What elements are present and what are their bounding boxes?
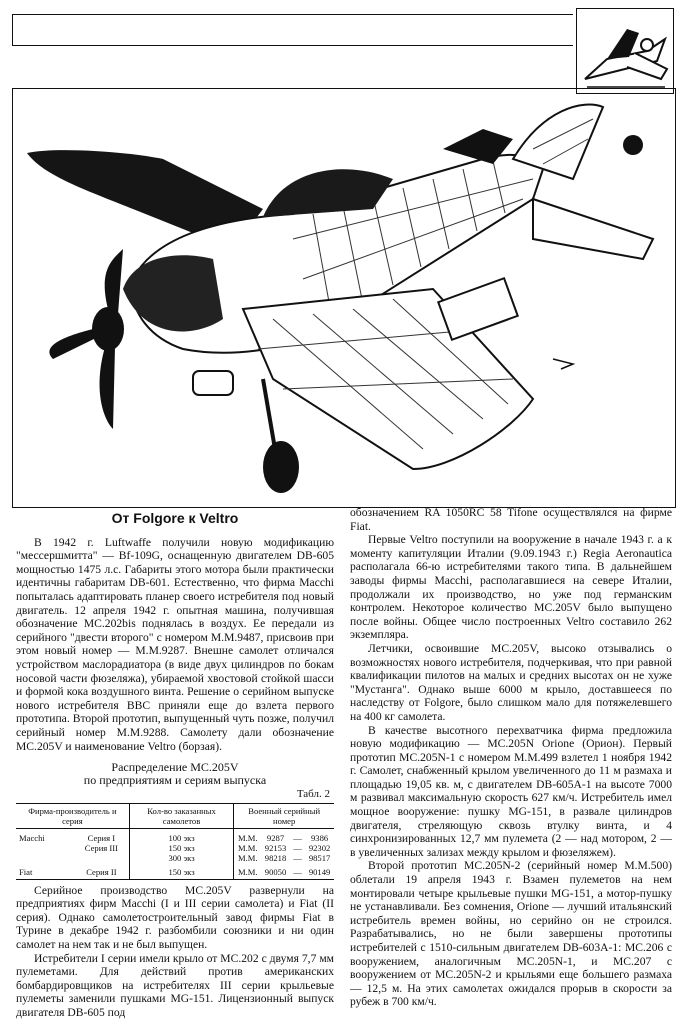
table-cell [16,853,74,863]
right-column [350,506,672,1009]
paragraph: Первые Veltro поступили на вооружение в начале 1943 г. а к моменту капитуляции Италии (9.09.1943 г.) Regia Aeronautica располагала 66-ю истребителями такого типа. В дальнейшем заводы фирмы Macchi, располагавшиеся на севере Италии, продолжали их производство, но уже под германским контролем. Некоторое количество MC.205V было выпущено после войны. Общее число построенных Veltro составило 262 экземпляра. [350,533,672,642]
table-row: Fiat Серия II 150 экз M.M. 90050 — 90149 [16,863,334,880]
paragraph: Истребители I серии имели крыло от MC.202 с двумя 7,7 мм пулеметами. Для действий против американских бомбардировщиков на истребителях III серии крыльевые пулеметы заменили пушками MG-151. Лицензионный выпуск двигателя DB-605 под [16,951,334,1020]
table-cell: M.M. [234,863,261,880]
table-cell: Fiat [16,863,74,880]
paragraph: обозначением RA 1050RC 58 Tifone осуществлялся на фирме Fiat. [350,506,672,533]
table-caption-line: по предприятиям и сериям выпуска [83,773,267,788]
paragraph: В 1942 г. Luftwaffe получили новую модификацию "мессершмитта" — Bf-109G, оснащенную двигателем DB-605 мощностью 1475 л.с. Габариты этого мотора были практически идентичны габаритам DB-601. Естественно, что фирма Macchi попыталась адаптировать планер своего истребителя под новый двигатель. 12 апреля 1942 г. опытная машина, получившая обозначение MC.202bis поднялась в воздух. Ее передали из серийного "двести второго" с номером M.M.9487, присвоив при этом новый номер — M.M.9287. Внешне самолет отличался устройством маслорадиатора (в виде двух цилиндров по бокам носовой части фюзеляжа), убираемой хвостовой стойкой шасси и формой кока воздушного винта. Решение о серийном выпуске нового истребителя ВВС приняли еще до взлета первого прототипа. Второй прототип, выпущенный чуть позже, получил серийный номер M.M.9288. Самолету дали обозначение MC.205V и наименование Veltro (борзая). [16,535,334,753]
table-header-manufacturer: Фирма-производитель и серия [16,803,129,828]
table-cell: Серия I [87,832,116,843]
cartoon-plane-icon [577,9,673,93]
header-bar [12,14,573,46]
table-cell: M.M. [234,853,261,863]
table-cell: Серия II [74,863,129,880]
table-cell [16,843,74,853]
paragraph: В качестве высотного перехватчика фирма предложила новую модификацию — MC.205N Orione (Орион). Первый прототип MC.205N-1 с номером M.M.499 взлетел 1 ноября 1942 г. Самолет, снабженный крылом увеличенного до 11 м размаха и площадью 19,05 кв. м, с двигателем DB-605A-1 на высоте 7000 м развивал максимальную скорость 627 км/ч. Истребитель имел мощное вооружение: пушку MG-151, в развале цилиндров двигателя, стреляющую сквозь втулку винта, и 4 синхронизированных 12,7 мм пулемета (2 — над мотором, 2 — в увеличенных зализах между крылом и фюзеляжем). [350,723,672,859]
article-title: От Folgore к Veltro [111,510,239,526]
table-caption [16,761,334,787]
table-cell: M.M. [234,843,261,853]
table-header-count: Кол-во заказанных самолетов [129,803,234,828]
aircraft-cutaway-icon [13,89,675,507]
table-row: Серия III 150 экз M.M. 92153 — 92302 [16,843,334,853]
cutaway-illustration [12,88,676,508]
table-cell: 9287 [266,832,285,843]
table-cell: 90149 [305,863,334,880]
table-cell: 9386 [310,832,329,843]
table-cell: 98517 [308,852,331,863]
table-cell: Серия III [84,842,118,853]
corner-cartoon [576,8,674,94]
table-cell: 92302 [308,842,331,853]
table-cell: 98218 [264,852,287,863]
table-row: Macchi Серия I 100 экз M.M. 9287 — 9386 [16,828,334,843]
production-table [16,803,334,880]
table-cell: 150 экз [129,863,234,880]
table-number: Табл. 2 [296,788,330,801]
table-cell: M.M. [234,828,261,843]
table-cell: 100 экз [129,828,234,843]
table-cell: 300 экз [129,853,234,863]
table-caption-line: Распределение MC.205V [111,760,239,775]
table-row: 300 экз M.M. 98218 — 98517 [16,853,334,863]
table-cell: 92153 [264,842,287,853]
table-cell: Macchi [19,832,45,843]
table-cell [74,853,129,863]
left-column [16,510,334,1020]
paragraph: Серийное производство MC.205V развернули на предприятиях фирм Macchi (I и III серии самолета) и Fiat (II серия). Однако самолетостроительный завод фирмы Fiat в Турине в декабре 1942 г. разбомбили союзники и ни один самолет на нем так и не был выпущен. [16,883,334,952]
paragraph: Второй прототип MC.205N-2 (серийный номер M.M.500) облетали 19 апреля 1943 г. Взамен пулеметов на нем монтировали четыре крыльевые пушки MG-151, а мотор-пушку не устанавливали. Без сомнения, Orione — лучший итальянский истребитель времен войны, но серийно он не строился. Разрабатывались, но не были завершены прототипы истребителей с 1510-сильным двигателем DB-603A-1: MC.206 с вооружением, аналогичным MC.205N-1, и MC.207 с вооружением от MC.205N-2 и крыльями еще большего размаха — 12,5 м. На этих самолетах ожидался прорыв в скорости за рубеж в 700 км/ч. [350,859,672,1009]
table-cell: 150 экз [129,843,234,853]
paragraph: Летчики, освоившие MC.205V, высоко отзывались о возможностях нового истребителя, подчеркивая, что при равной квалификации пилотов на малых и средних высотах он не хуже "Мустанга". Однако выше 6000 м крыло, доставшееся по наследству от Folgore, было слишком мало для потяжелевшего на 400 кг самолета. [350,641,672,723]
table-header-numbers: Военный серийный номер [234,803,334,828]
table-cell: 90050 [261,863,290,880]
